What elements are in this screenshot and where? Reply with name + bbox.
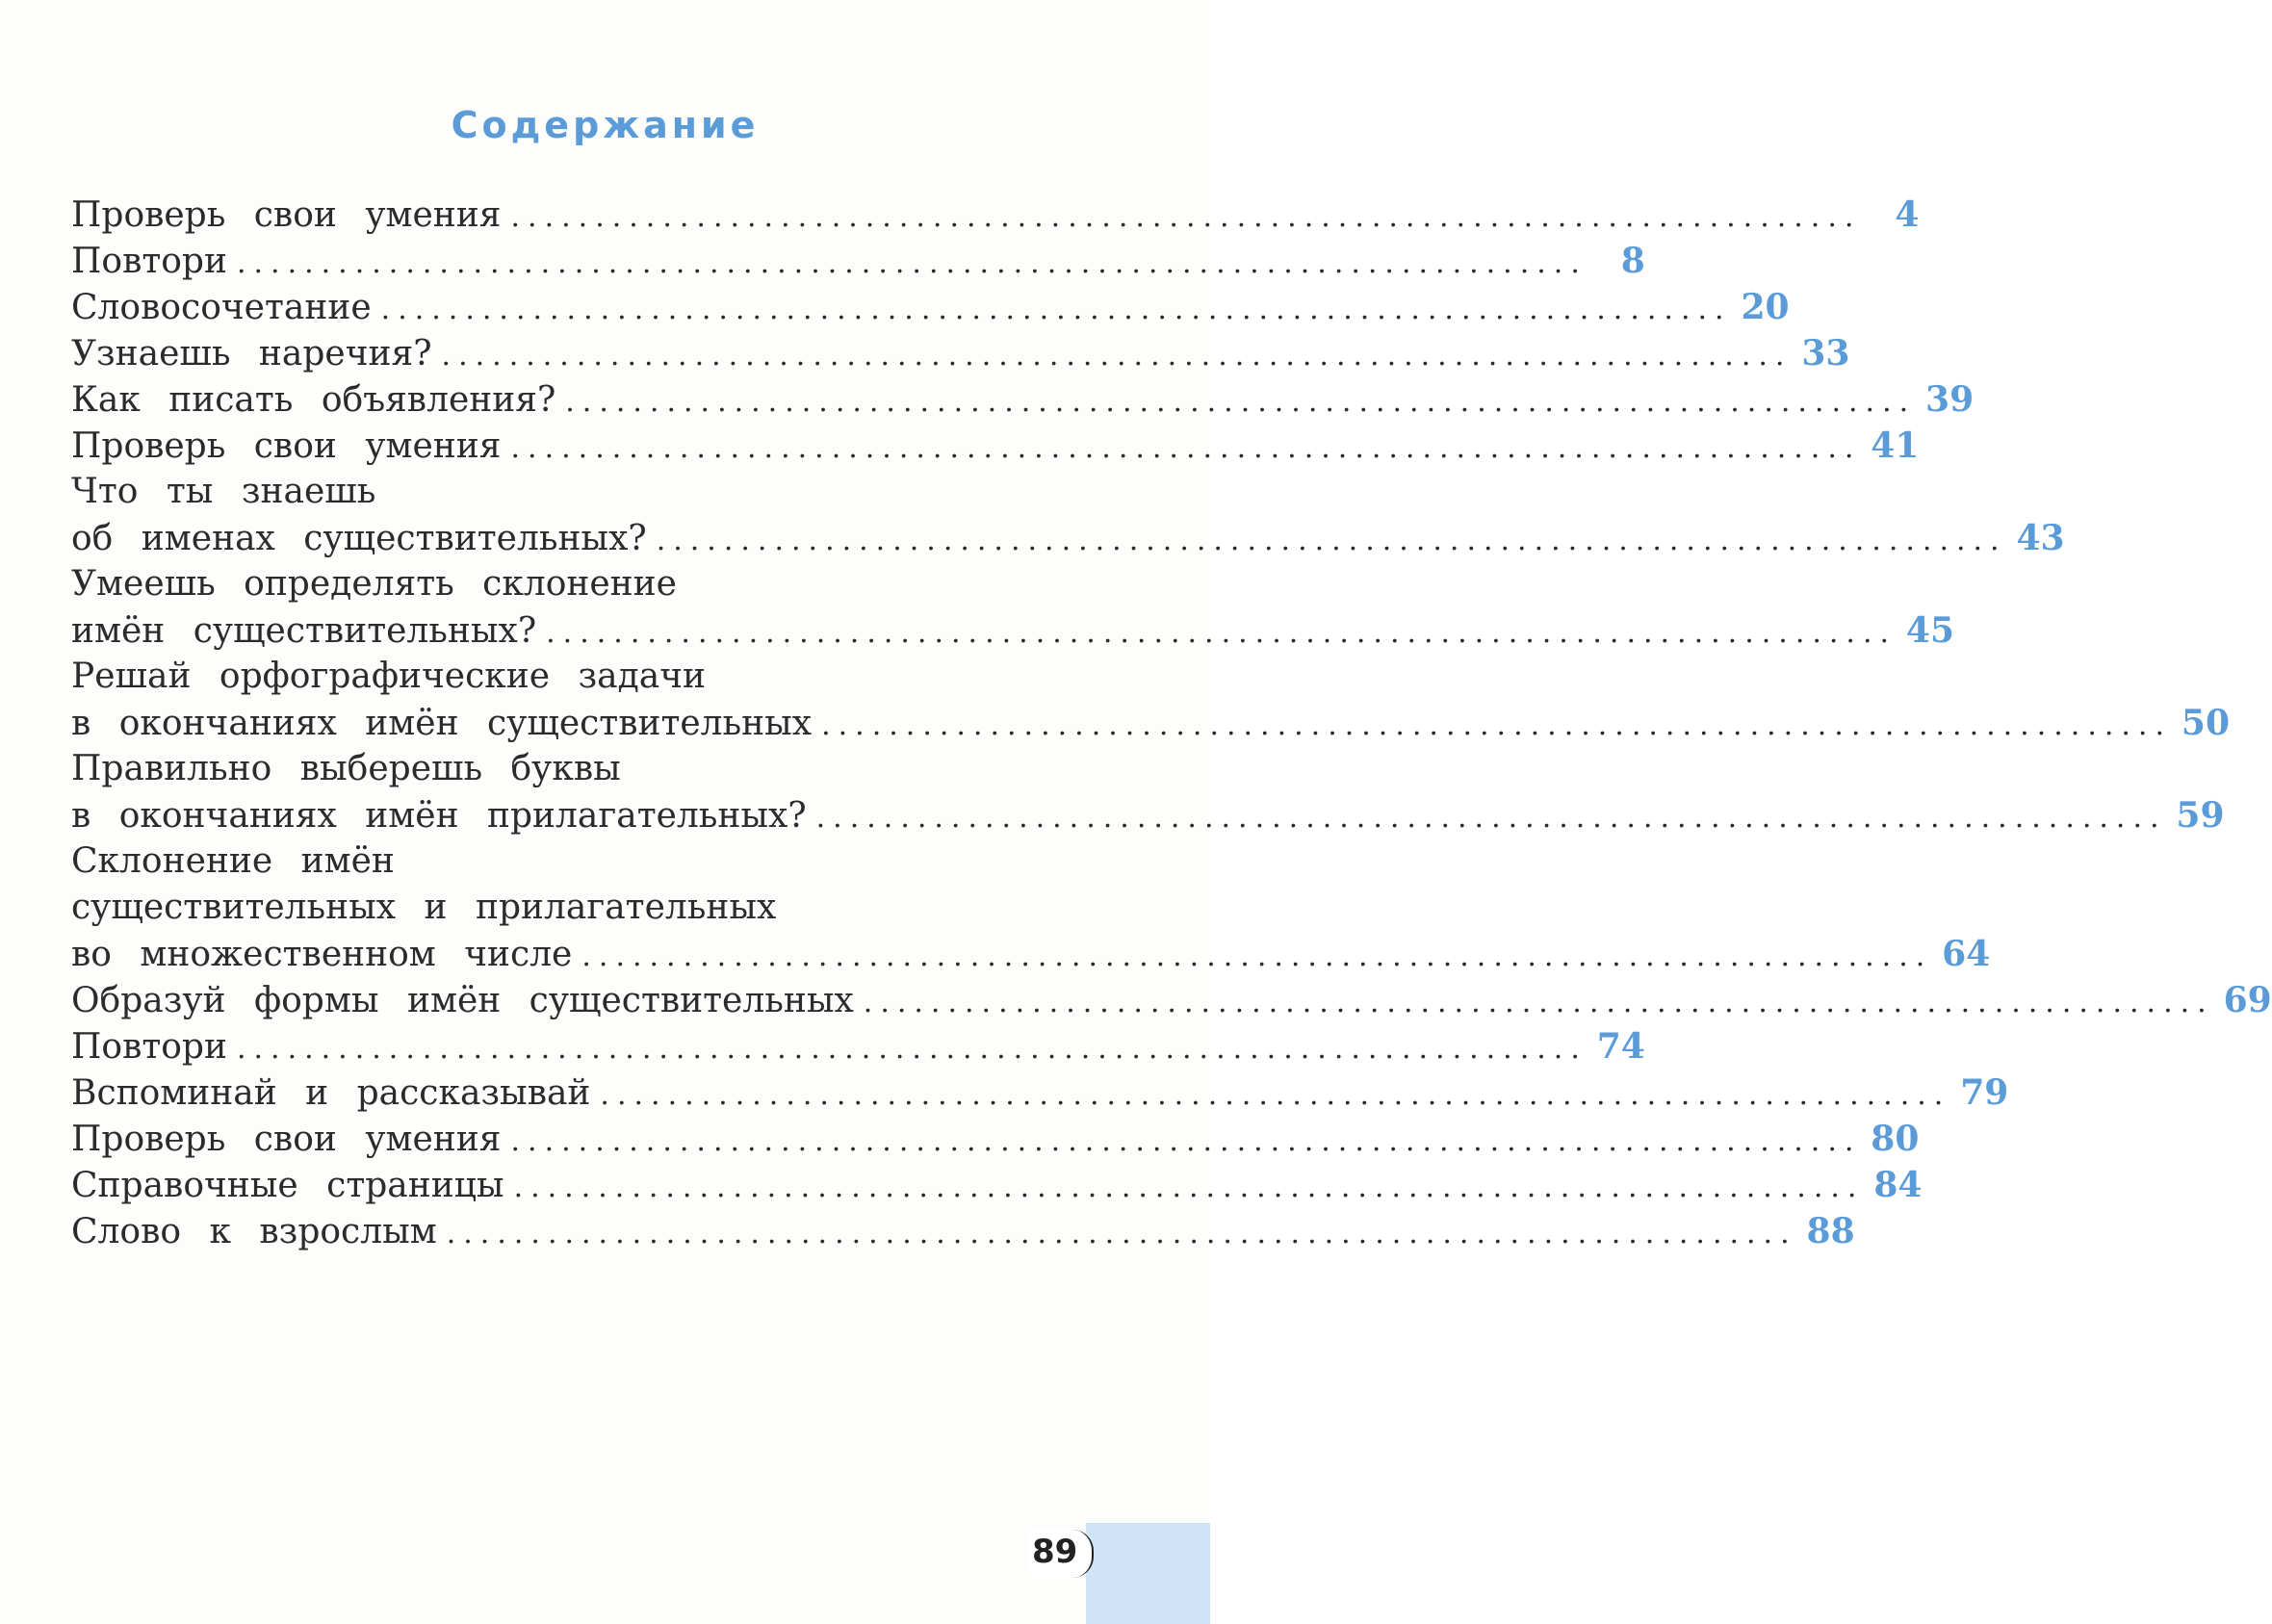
toc-entry[interactable] xyxy=(71,610,1955,657)
dot-leader: ................................................................................ xyxy=(441,339,1793,373)
toc-entry[interactable] xyxy=(71,518,2065,564)
page-number: 89 xyxy=(1032,1533,1078,1571)
toc-entry-title: существительных и прилагательных xyxy=(71,888,777,927)
toc-entry-page: 20 xyxy=(1741,287,1790,327)
toc-entry-page: 39 xyxy=(1925,379,1975,420)
toc-entry-title: Вспоминай и рассказывай xyxy=(71,1073,591,1113)
toc-entry[interactable] xyxy=(71,841,1077,888)
toc-entry-title: Повтори xyxy=(71,242,227,281)
toc-entry[interactable] xyxy=(71,241,1645,287)
toc-entry-page: 84 xyxy=(1873,1165,1923,1205)
toc-entry-page: 43 xyxy=(2016,518,2065,558)
toc-entry-title: Проверь свои умения xyxy=(71,1120,502,1159)
toc-entry[interactable] xyxy=(71,379,1975,425)
toc-entry-page: 80 xyxy=(1871,1119,1920,1159)
toc-entry[interactable] xyxy=(71,1072,2009,1119)
table-of-contents xyxy=(71,194,2272,1257)
dot-leader: ................................................................................ xyxy=(236,246,1588,280)
toc-entry-title: в окончаниях имён прилагательных? xyxy=(71,796,807,836)
toc-entry-title: имён существительных? xyxy=(71,611,537,651)
toc-entry-title: Узнаешь наречия? xyxy=(71,334,432,374)
toc-entry-title: об именах существительных? xyxy=(71,519,647,558)
toc-entry-title: Слово к взрослым xyxy=(71,1212,437,1251)
dot-leader: ................................................................................ xyxy=(513,1171,1865,1204)
dot-leader: ................................................................................ xyxy=(380,293,1732,326)
toc-entry-page: 69 xyxy=(2223,980,2272,1020)
toc-entry[interactable] xyxy=(71,333,1850,379)
toc-entry[interactable] xyxy=(71,703,2230,749)
dot-leader: ................................................................................ xyxy=(510,431,1862,465)
toc-entry-page: 50 xyxy=(2181,703,2230,743)
page-title: Содержание xyxy=(451,104,760,146)
toc-entry-page: 41 xyxy=(1871,425,1920,466)
toc-entry-page: 4 xyxy=(1895,194,1920,235)
toc-entry-title: Что ты знаешь xyxy=(71,472,376,511)
dot-leader: ................................................................................ xyxy=(446,1217,1797,1250)
dot-leader: ................................................................................ xyxy=(546,616,1898,650)
toc-entry[interactable] xyxy=(71,287,1790,333)
dot-leader: ................................................................................ xyxy=(581,940,1933,973)
toc-entry-page: 33 xyxy=(1801,333,1850,374)
toc-entry[interactable] xyxy=(71,888,1077,934)
toc-entry[interactable] xyxy=(71,795,2225,841)
toc-entry-title: в окончаниях имён существительных xyxy=(71,704,813,743)
toc-entry[interactable] xyxy=(71,194,1920,241)
toc-entry[interactable] xyxy=(71,1119,1920,1165)
toc-entry-title: Образуй формы имён существительных xyxy=(71,981,854,1020)
toc-entry[interactable] xyxy=(71,934,1991,980)
dot-leader: ................................................................................ xyxy=(600,1078,1951,1112)
toc-entry-title: Справочные страницы xyxy=(71,1166,504,1205)
dot-leader: ................................................................................ xyxy=(656,524,2007,557)
page-edge-tab xyxy=(1086,1523,1210,1624)
dot-leader: ................................................................................ xyxy=(510,200,1862,234)
toc-entry-title: Умеешь определять склонение xyxy=(71,564,677,604)
dot-leader: ................................................................................ xyxy=(815,801,2167,835)
toc-entry-page: 45 xyxy=(1905,610,1955,651)
dot-leader: ................................................................................ xyxy=(236,1032,1588,1066)
toc-entry[interactable] xyxy=(71,1165,1923,1211)
toc-entry[interactable] xyxy=(71,980,2272,1026)
toc-entry-page: 88 xyxy=(1806,1211,1855,1251)
toc-entry-page: 64 xyxy=(1942,934,1991,974)
toc-entry-title: Склонение имён xyxy=(71,841,395,881)
toc-entry-title: Повтори xyxy=(71,1027,227,1067)
toc-entry[interactable] xyxy=(71,749,1077,795)
toc-entry-title: Проверь свои умения xyxy=(71,195,502,235)
toc-entry-title: Проверь свои умения xyxy=(71,426,502,466)
dot-leader: ................................................................................ xyxy=(565,385,1917,419)
toc-entry-page: 74 xyxy=(1596,1026,1645,1067)
toc-entry-title: Словосочетание xyxy=(71,288,372,327)
toc-entry[interactable] xyxy=(71,472,1077,518)
toc-entry[interactable] xyxy=(71,1211,1855,1257)
toc-entry[interactable] xyxy=(71,564,1077,610)
toc-entry[interactable] xyxy=(71,425,1920,472)
toc-entry[interactable] xyxy=(71,1026,1645,1072)
toc-entry-title: во множественном числе xyxy=(71,935,573,974)
toc-entry-title: Правильно выберешь буквы xyxy=(71,749,621,788)
dot-leader: ................................................................................ xyxy=(863,986,2214,1019)
dot-leader: ................................................................................ xyxy=(821,709,2172,742)
toc-entry-page: 59 xyxy=(2176,795,2225,836)
toc-entry[interactable] xyxy=(71,657,1077,703)
toc-entry-title: Решай орфографические задачи xyxy=(71,657,707,696)
toc-entry-title: Как писать объявления? xyxy=(71,380,556,420)
toc-entry-page: 79 xyxy=(1960,1072,2009,1113)
toc-entry-page: 8 xyxy=(1620,241,1645,281)
dot-leader: ................................................................................ xyxy=(510,1124,1862,1158)
